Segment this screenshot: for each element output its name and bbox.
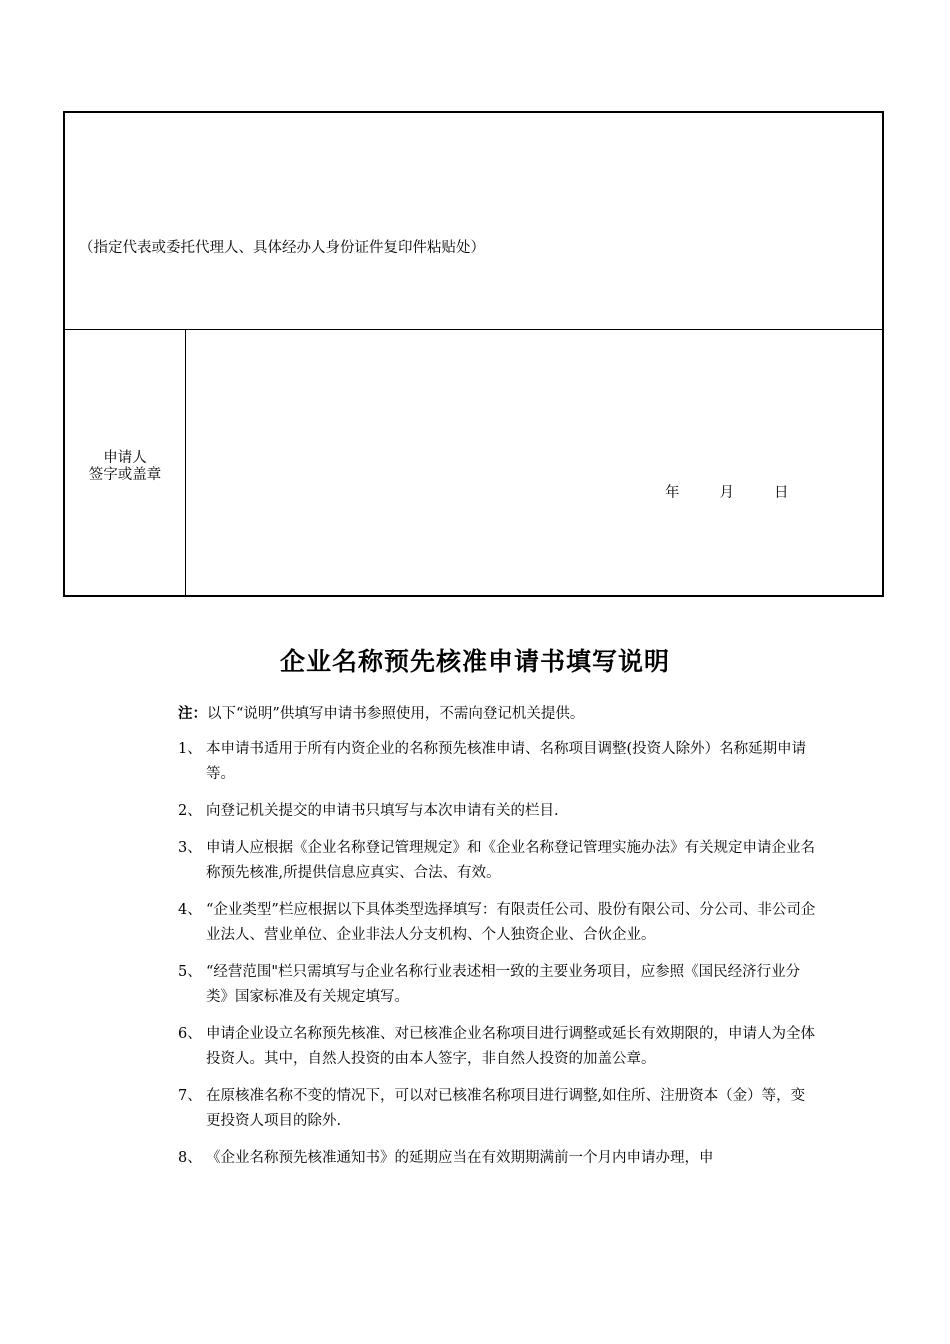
list-item bbox=[178, 1084, 818, 1134]
date-day: 日 bbox=[774, 485, 789, 501]
list-item-text: “经营范围"栏只需填写与企业名称行业表述相一致的主要业务项目，应参照《国民经济行业分类》国家标准及有关规定填写。 bbox=[206, 964, 801, 1005]
list-item-number: 7、 bbox=[178, 1088, 202, 1104]
list-item-text: 向登记机关提交的申请书只填写与本次申请有关的栏目. bbox=[206, 803, 559, 819]
list-item-text: “企业类型”栏应根据以下具体类型选择填写：有限责任公司、股份有限公司、分公司、非公司企业法人、营业单位、企业非法人分支机构、个人独资企业、合伙企业。 bbox=[206, 902, 816, 943]
list-item bbox=[178, 737, 818, 787]
list-item bbox=[178, 799, 818, 824]
signature-label-applicant: 申请人 bbox=[103, 450, 147, 466]
list-item bbox=[178, 898, 818, 948]
list-item bbox=[178, 960, 818, 1010]
list-item-number: 6、 bbox=[178, 1026, 202, 1042]
list-item bbox=[178, 1022, 818, 1072]
list-item-text: 在原核准名称不变的情况下，可以对已核准名称项目进行调整,如住所、注册资本（金）等，变更投资人项目的除外. bbox=[206, 1088, 806, 1129]
list-item-number: 3、 bbox=[178, 840, 202, 856]
list-item bbox=[178, 1146, 818, 1171]
date-month: 月 bbox=[719, 485, 734, 501]
list-item-number: 8、 bbox=[178, 1150, 202, 1166]
list-item-text: 申请人应根据《企业名称登记管理规定》和《企业名称登记管理实施办法》有关规定申请企业名称预先核准,所提供信息应真实、合法、有效。 bbox=[206, 840, 815, 881]
note-prefix: 注： bbox=[178, 705, 207, 722]
list-item-number: 5、 bbox=[178, 964, 202, 980]
id-copy-paste-area bbox=[65, 113, 882, 330]
id-copy-caption: （指定代表或委托代理人、具体经办人身份证件复印件粘贴处） bbox=[79, 240, 485, 256]
list-item-number: 1、 bbox=[178, 741, 202, 757]
list-item-text: 申请企业设立名称预先核准、对已核准企业名称项目进行调整或延长有效期限的，申请人为全体投资人。其中，自然人投资的由本人签字，非自然人投资的加盖公章。 bbox=[206, 1026, 815, 1067]
list-item-text: 《企业名称预先核准通知书》的延期应当在有效期期满前一个月内申请办理，申 bbox=[206, 1150, 714, 1166]
signature-label-cell bbox=[65, 329, 186, 595]
instructions-note bbox=[178, 702, 584, 723]
instructions-title: 企业名称预先核准申请书填写说明 bbox=[279, 647, 670, 676]
list-item-number: 4、 bbox=[178, 902, 202, 918]
note-text: 以下“说明”供填写申请书参照使用，不需向登记机关提供。 bbox=[207, 706, 585, 722]
list-item bbox=[178, 836, 818, 886]
application-form-table bbox=[63, 111, 884, 597]
list-item-text: 本申请书适用于所有内资企业的名称预先核准申请、名称项目调整(投资人除外）名称延期申请等。 bbox=[206, 741, 807, 782]
instructions-list bbox=[178, 737, 818, 1183]
signature-date bbox=[665, 481, 789, 502]
list-item-number: 2、 bbox=[178, 803, 202, 819]
date-year: 年 bbox=[665, 485, 680, 501]
signature-label-sign-or-seal: 签字或盖章 bbox=[88, 467, 162, 483]
